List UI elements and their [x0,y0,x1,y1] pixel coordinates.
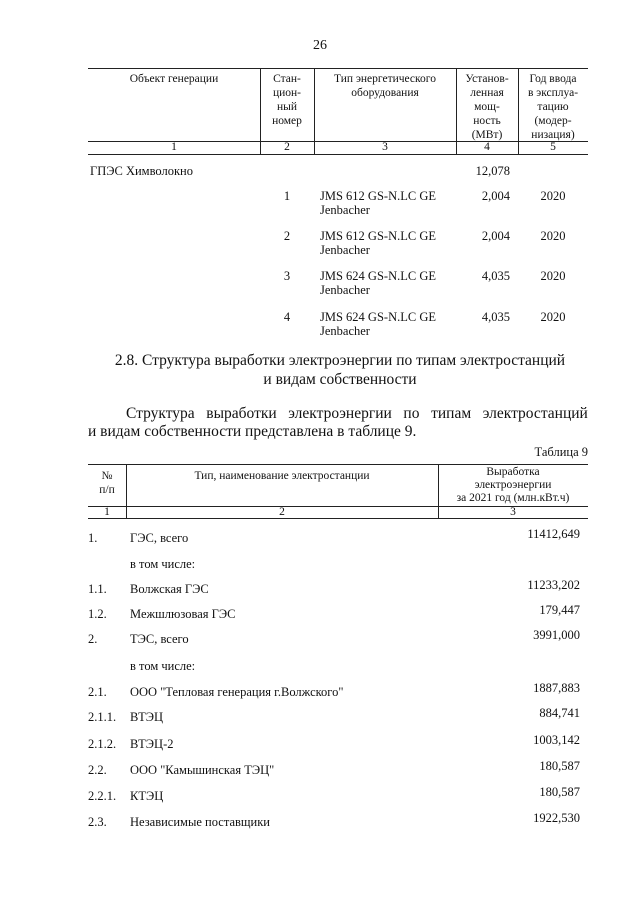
header-object: Объект генерации [129,73,219,85]
col-number: 1 [104,506,110,518]
row-number: 2.1.2. [88,737,117,751]
header-plant-type: Тип, наименование электростанции [194,470,370,482]
plant-name: Межшлюзовая ГЭС [130,607,236,621]
table1-numbers-border [88,154,588,155]
generation-value: 3991,000 [533,628,580,642]
plant-name: в том числе: [130,659,196,673]
plant-name: ГЭС, всего [130,531,189,545]
col-number: 2 [279,506,285,518]
plant-name: ВТЭЦ-2 [130,737,174,751]
unit-capacity: 2,004 [481,229,510,243]
generation-value: 1003,142 [533,733,580,747]
table9-top-border [88,464,588,465]
generation-value: 1922,530 [533,811,580,825]
object-capacity: 12,078 [475,164,510,178]
header-station-number: Стан- цион- ный номер [272,73,302,127]
station-number: 2 [283,229,291,243]
row-number: 2.1.1. [88,710,117,724]
section-heading-line-1: 2.8. Структура выработки электроэнергии по типам электростанций [114,352,566,369]
col-number: 3 [382,141,388,153]
row-number: 1. [88,531,98,545]
station-number: 1 [283,189,291,203]
header-generation: Выработка электроэнергии за 2021 год (млн.кВт.ч) [456,466,570,504]
equipment-maker: Jenbacher [320,324,370,338]
station-number: 3 [283,269,291,283]
col-number: 5 [550,141,556,153]
generation-value: 180,587 [539,759,580,773]
page-number: 26 [313,38,327,53]
generation-value: 180,587 [539,785,580,799]
equipment-model: JMS 624 GS-N.LC GE [320,310,436,324]
plant-name: Волжская ГЭС [130,582,209,596]
col-number: 4 [484,141,490,153]
row-number: 2. [88,632,98,646]
generation-value: 1887,883 [533,681,580,695]
unit-capacity: 4,035 [481,310,510,324]
generation-value: 11233,202 [527,578,580,592]
commissioning-year: 2020 [540,269,566,283]
plant-name: Независимые поставщики [130,815,270,829]
header-year: Год ввода в эксплуа- тацию (модер- низация) [527,73,579,141]
plant-name: ООО "Камышинская ТЭЦ" [130,763,275,777]
unit-capacity: 2,004 [481,189,510,203]
row-number: 2.2.1. [88,789,117,803]
section-heading-line-2: и видам собственности [263,371,417,388]
row-number: 1.2. [88,607,107,621]
unit-capacity: 4,035 [481,269,510,283]
plant-name: ООО "Тепловая генерация г.Волжского" [130,685,344,699]
row-number: 1.1. [88,582,107,596]
equipment-maker: Jenbacher [320,203,370,217]
header-row-number: № п/п [99,470,115,496]
object-name: ГПЭС Химволокно [90,164,193,178]
header-equipment-type: Тип энергетического оборудования [334,73,436,99]
plant-name: в том числе: [130,557,196,571]
col-number: 2 [284,141,290,153]
row-number: 2.1. [88,685,107,699]
table1-top-border [88,68,588,69]
equipment-maker: Jenbacher [320,283,370,297]
equipment-model: JMS 612 GS-N.LC GE [320,229,436,243]
paragraph-line-1: Структура выработки электроэнергии по типам электростанций [126,405,588,422]
col-number: 1 [171,141,177,153]
header-capacity: Установ- ленная мощ- ность (МВт) [465,73,509,141]
commissioning-year: 2020 [540,189,566,203]
row-number: 2.2. [88,763,107,777]
generation-value: 884,741 [539,706,580,720]
station-number: 4 [283,310,291,324]
generation-value: 179,447 [539,603,580,617]
commissioning-year: 2020 [540,229,566,243]
equipment-model: JMS 612 GS-N.LC GE [320,189,436,203]
commissioning-year: 2020 [540,310,566,324]
plant-name: ВТЭЦ [130,710,164,724]
equipment-model: JMS 624 GS-N.LC GE [320,269,436,283]
row-number: 2.3. [88,815,107,829]
col-number: 3 [510,506,516,518]
table-label: Таблица 9 [534,445,588,459]
plant-name: ТЭС, всего [130,632,189,646]
equipment-maker: Jenbacher [320,243,370,257]
paragraph-line-2: и видам собственности представлена в таблице 9. [88,423,417,440]
generation-value: 11412,649 [527,527,580,541]
plant-name: КТЭЦ [130,789,164,803]
table9-numbers-border [88,518,588,519]
